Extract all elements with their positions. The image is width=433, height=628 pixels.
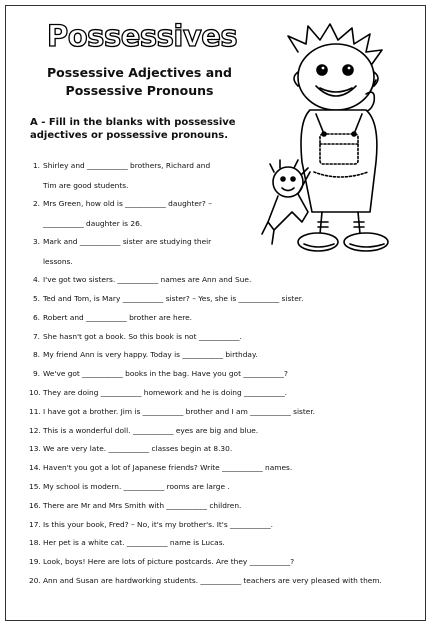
exercise-item-9 (29, 369, 288, 378)
exercise-number: 14. (29, 463, 41, 472)
section-instruction (30, 116, 270, 142)
exercise-item-3 (29, 237, 211, 246)
exercise-number: 10. (29, 388, 41, 397)
exercise-text: Haven't you got a lot of Japanese friends? Write ___________ names. (43, 463, 293, 472)
exercise-text: Mark and ___________ sister are studying their (43, 237, 212, 246)
exercise-text: My friend Ann is very happy. Today is ___________ birthday. (43, 350, 258, 359)
worksheet-subtitle (32, 64, 247, 100)
exercise-item-8 (29, 350, 258, 359)
exercise-item-18 (29, 538, 225, 547)
exercise-text: She hasn't got a book. So this book is not ___________. (43, 332, 242, 341)
instruction-line-2: adjectives or possessive pronouns. (30, 130, 229, 141)
exercise-number: 12. (29, 426, 41, 435)
exercise-item-2 (29, 199, 212, 208)
exercise-number: 9. (32, 369, 40, 378)
exercise-text: I have got a brother. Jim is ___________ brother and I am ___________ sister. (43, 407, 316, 416)
exercise-item-7 (29, 332, 242, 341)
girl-with-doll-illustration (258, 22, 413, 262)
exercise-text: This is a wonderful doll. ___________ eyes are big and blue. (43, 426, 259, 435)
exercise-number: 18. (29, 538, 41, 547)
exercise-number: 11. (29, 407, 41, 416)
exercise-item-4 (29, 275, 251, 284)
exercise-text: We've got ___________ books in the bag. Have you got ___________? (43, 369, 288, 378)
exercise-text: Shirley and ___________ brothers, Richard and (43, 161, 211, 170)
subtitle-line-2: Possessive Pronouns (65, 83, 214, 98)
exercise-text: Mrs Green, how old is ___________ daughter? – (43, 199, 212, 208)
exercise-item-5 (29, 294, 303, 303)
exercise-number: 7. (32, 332, 40, 341)
exercise-text: Look, boys! Here are lots of picture postcards. Are they ___________? (43, 557, 295, 566)
exercise-text: We are very late. ___________ classes begin at 8.30. (43, 444, 233, 453)
exercise-text: Her pet is a white cat. ___________ name is Lucas. (43, 538, 225, 547)
exercise-number: 1. (32, 161, 40, 170)
exercise-item-16 (29, 501, 241, 510)
exercise-number: 8. (32, 350, 40, 359)
subtitle-line-1: Possessive Adjectives and (46, 65, 232, 80)
exercise-item-13 (29, 444, 232, 453)
exercise-number: 5. (32, 294, 40, 303)
exercise-number: 3. (32, 237, 40, 246)
exercise-number: 15. (29, 482, 41, 491)
exercise-text: I've got two sisters. ___________ names are Ann and Sue. (43, 275, 252, 284)
exercise-item-12 (29, 426, 258, 435)
exercise-item-20 (29, 576, 382, 585)
exercise-item-10 (29, 388, 287, 397)
exercise-item-11 (29, 407, 315, 416)
exercise-item-3-cont: lessons. (43, 257, 73, 266)
exercise-item-1 (29, 161, 210, 170)
worksheet-title: Possessives (47, 19, 238, 53)
exercise-number: 6. (32, 313, 40, 322)
exercise-text: Is this your book, Fred? – No, it's my brother's. It's ___________. (43, 520, 274, 529)
exercise-number: 16. (29, 501, 41, 510)
exercise-item-19 (29, 557, 294, 566)
exercise-item-2-cont: ___________ daughter is 26. (43, 219, 143, 228)
exercise-number: 2. (32, 199, 40, 208)
exercise-text: There are Mr and Mrs Smith with ___________ children. (43, 501, 242, 510)
exercise-text: They are doing ___________ homework and he is doing ___________. (43, 388, 288, 397)
exercise-item-17 (29, 520, 273, 529)
exercise-text: Ann and Susan are hardworking students. ___________ teachers are very pleased with them. (43, 576, 382, 585)
instruction-line-1: A - Fill in the blanks with possessive (30, 117, 236, 128)
exercise-item-15 (29, 482, 230, 491)
exercise-number: 13. (29, 444, 41, 453)
exercise-text: My school is modern. ___________ rooms are large . (43, 482, 230, 491)
exercise-text: Robert and ___________ brother are here. (43, 313, 193, 322)
exercise-item-14 (29, 463, 292, 472)
exercise-number: 20. (29, 576, 41, 585)
exercise-number: 19. (29, 557, 41, 566)
exercise-item-6 (29, 313, 192, 322)
exercise-number: 17. (29, 520, 41, 529)
exercise-item-1-cont: Tim are good students. (43, 181, 129, 190)
exercise-number: 4. (32, 275, 40, 284)
exercise-text: Ted and Tom, is Mary ___________ sister? – Yes, she is ___________ sister. (43, 294, 304, 303)
